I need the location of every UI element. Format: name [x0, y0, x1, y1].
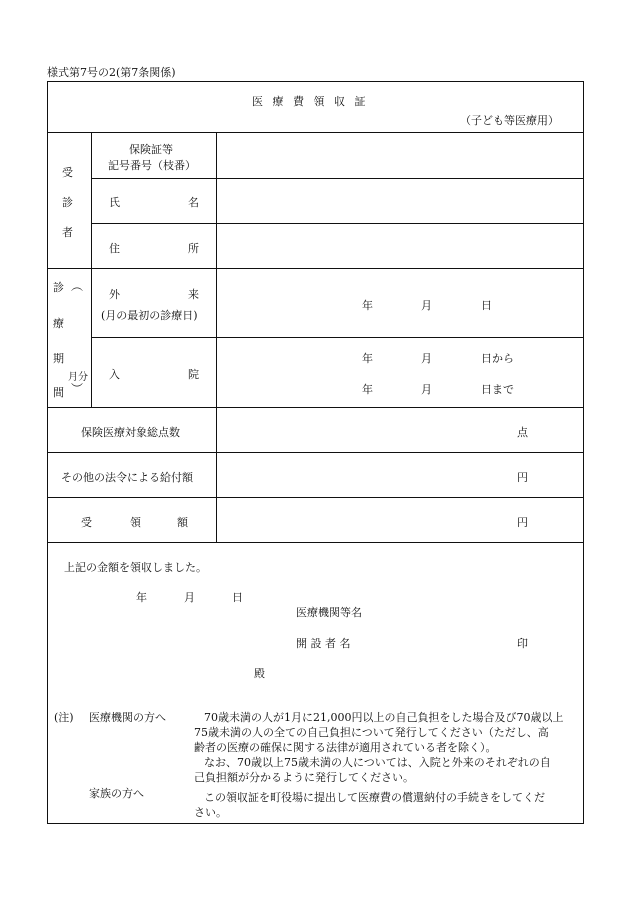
paren-open: ︵: [71, 279, 84, 293]
outpatient-sub: (月の最初の診療日): [101, 309, 198, 322]
founder-label: 開 設 者 名: [296, 637, 351, 650]
inpatient-label-a: 入: [109, 368, 120, 381]
received-label-c: 額: [177, 516, 188, 529]
insurance-label-line2: 記号番号（枝番）: [108, 159, 196, 172]
institution-heading: 医療機関の方へ: [89, 711, 166, 724]
note-line: 75歳未満の人の全ての自己負担について発行してください（ただし、高: [194, 726, 549, 739]
receipt-year: 年: [136, 591, 147, 604]
note-line: 70歳未満の人が1月に21,000円以上の自己負担をした場合及び70歳以上: [204, 711, 564, 724]
notes-prefix: (注): [54, 711, 74, 724]
period-label-char: 間: [53, 386, 64, 399]
family-heading: 家族の方へ: [89, 787, 144, 800]
outpatient-day: 日: [481, 299, 492, 312]
inpatient-to-year: 年: [362, 383, 373, 396]
name-label-a: 氏: [109, 196, 120, 209]
inpatient-to-month: 月: [421, 383, 432, 396]
inpatient-to-day: 日まで: [481, 383, 514, 396]
received-label-b: 領: [130, 516, 141, 529]
seal-mark: 印: [517, 637, 528, 650]
address-label-a: 住: [109, 242, 120, 255]
received-unit: 円: [517, 516, 528, 529]
form-number: 様式第7号の2(第7条関係): [47, 66, 176, 79]
note-line: なお、70歳以上75歳未満の人については、入院と外来のそれぞれの自: [204, 756, 551, 769]
receipt-statement: 上記の金額を領収しました。: [64, 561, 207, 574]
address-field[interactable]: [219, 226, 581, 266]
receipt-month: 月: [184, 591, 195, 604]
note-line: 己負担額が分かるように発行してください。: [194, 771, 414, 784]
insurance-label-line1: 保険証等: [129, 143, 173, 156]
inpatient-from-month: 月: [421, 352, 432, 365]
other-benefit-unit: 円: [517, 471, 528, 484]
family-note-line: この領収証を町役場に提出して医療費の償還納付の手続きをしてくだ: [204, 791, 545, 804]
points-unit: 点: [517, 426, 528, 439]
insurance-number-field[interactable]: [219, 135, 581, 176]
form-subtitle: （子ども等医療用）: [460, 114, 559, 127]
received-label-a: 受: [81, 516, 92, 529]
outpatient-month: 月: [421, 299, 432, 312]
note-line: 齢者の医療の確保に関する法律が適用されている者を除く）。: [194, 741, 497, 754]
honorific: 殿: [254, 667, 265, 680]
institution-label: 医療機関等名: [296, 606, 362, 619]
outpatient-label-b: 来: [188, 288, 199, 301]
address-label-b: 所: [188, 242, 199, 255]
patient-label-char: 者: [62, 226, 73, 239]
inpatient-from-day: 日から: [481, 352, 514, 365]
inpatient-from-year: 年: [362, 352, 373, 365]
name-field[interactable]: [219, 181, 581, 221]
patient-label-char: 受: [62, 166, 73, 179]
points-label: 保険医療対象総点数: [81, 426, 180, 439]
month-label: 月分: [68, 372, 88, 383]
form-title: 医 療 費 領 収 証: [252, 95, 369, 108]
period-label-char: 療: [53, 317, 64, 330]
name-label-b: 名: [188, 196, 199, 209]
inpatient-label-b: 院: [188, 368, 199, 381]
paren-close: ︶: [71, 382, 84, 396]
other-benefit-label: その他の法令による給付額: [61, 471, 193, 484]
family-note-line: さい。: [194, 806, 227, 819]
outpatient-year: 年: [362, 299, 373, 312]
receipt-day: 日: [232, 591, 243, 604]
period-label-char: 診: [53, 281, 64, 294]
outpatient-label-a: 外: [109, 288, 120, 301]
period-label-char: 期: [53, 352, 64, 365]
patient-label-char: 診: [62, 196, 73, 209]
